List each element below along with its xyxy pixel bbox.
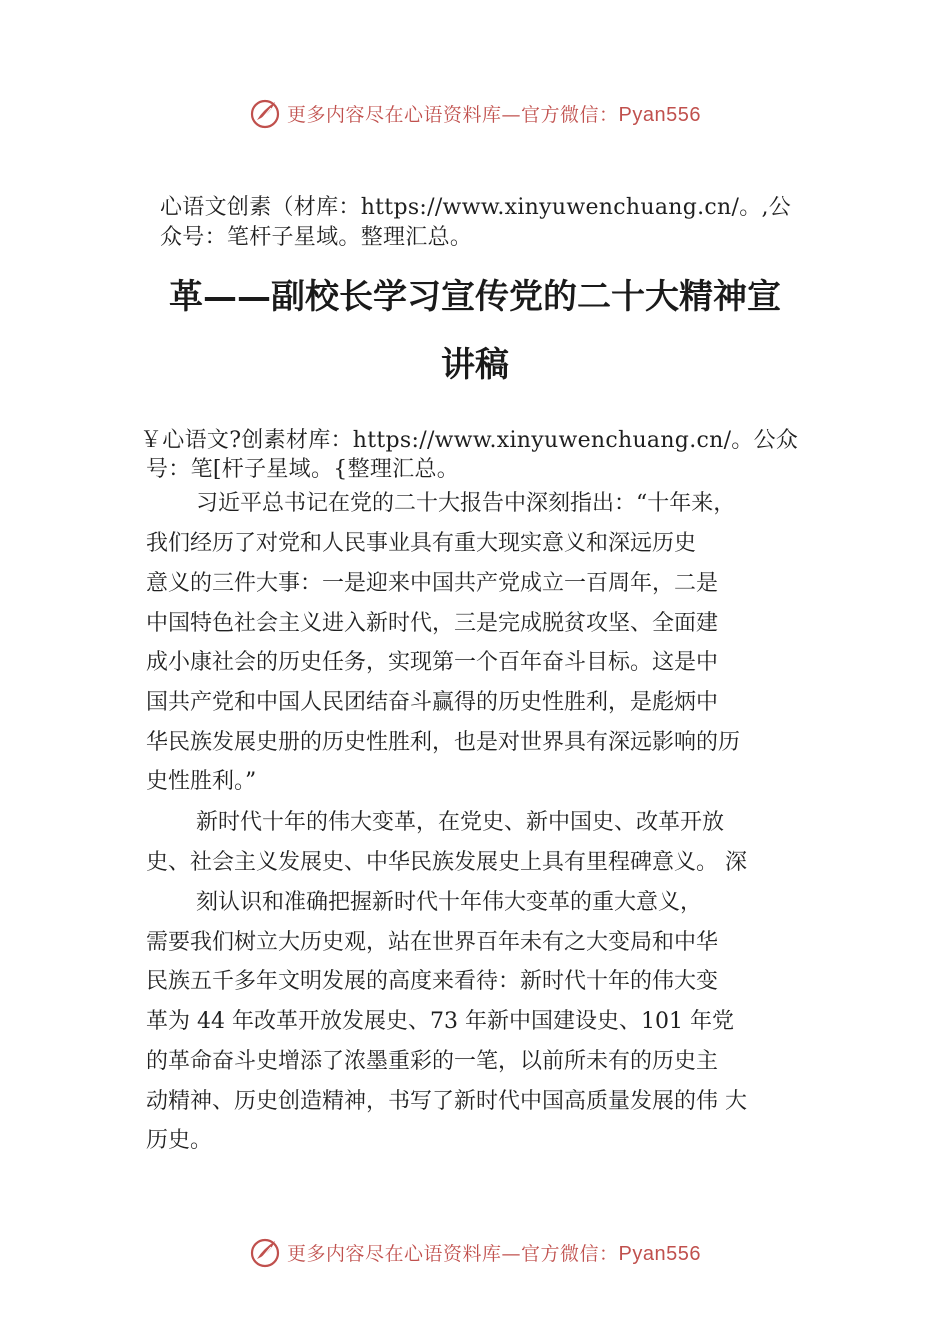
watermark-bottom [0, 1232, 950, 1272]
quill-logo-icon [249, 1235, 283, 1269]
body-line: 国共产党和中国人民团结奋斗赢得的历史性胜利，是彪炳中 [146, 690, 719, 715]
body-line: 史性胜利。” [146, 769, 257, 794]
watermark-text: 更多内容尽在心语资料库—官方微信： [287, 103, 619, 126]
watermark-id: Pyan556 [618, 103, 701, 126]
source-note-line-2: 号：笔[杆子星域。{整理汇总。 [146, 457, 460, 482]
body-line: 华民族发展史册的历史性胜利，也是对世界具有深远影响的历 [146, 730, 741, 755]
body-line: 我们经历了对党和人民事业具有重大现实意义和深远历史 [146, 531, 697, 556]
watermark-id: Pyan556 [618, 1242, 701, 1265]
body-line: 史、社会主义发展史、中华民族发展史上具有里程碑意义。 深 [146, 850, 747, 875]
body-line: 意义的三件大事：一是迎来中国共产党成立一百周年，二是 [146, 571, 719, 596]
body-line: 革为 44 年改革开放发展史、73 年新中国建设史、101 年党 [146, 1009, 734, 1034]
body-line: 习近平总书记在党的二十大报告中深刻指出：“十年来， [196, 491, 736, 516]
watermark-text: 更多内容尽在心语资料库—官方微信： [287, 1242, 619, 1265]
body-line: 刻认识和准确把握新时代十年伟大变革的重大意义， [196, 890, 703, 915]
body-line: 成小康社会的历史任务，实现第一个百年奋斗目标。这是中 [146, 650, 719, 675]
header-note-line-1: 心语文创素（材库：https://www.xinyuwenchuang.cn/。,公 [160, 195, 792, 220]
body-line: 中国特色社会主义进入新时代，三是完成脱贫攻坚、全面建 [146, 611, 719, 636]
body-line: 动精神、历史创造精神，书写了新时代中国高质量发展的伟 大 [146, 1089, 747, 1114]
header-note-line-2: 众号：笔杆子星域。整理汇总。 [160, 225, 473, 250]
page-title-line-1: 革——副校长学习宣传党的二十大精神宣 [169, 277, 781, 317]
body-line: 历史。 [146, 1128, 213, 1153]
quill-logo-icon [249, 96, 283, 130]
source-note-line-1: ￥心语文?创素材库：https://www.xinyuwenchuang.cn/。公众 [140, 428, 799, 453]
body-line: 民族五千多年文明发展的高度来看待：新时代十年的伟大变 [146, 969, 719, 994]
body-line: 的革命奋斗史增添了浓墨重彩的一笔，以前所未有的历史主 [146, 1049, 719, 1074]
page-title-line-2: 讲稿 [441, 345, 509, 385]
watermark-top [0, 93, 950, 133]
body-line: 需要我们树立大历史观，站在世界百年未有之大变局和中华 [146, 930, 719, 955]
body-line: 新时代十年的伟大变革，在党史、新中国史、改革开放 [196, 810, 725, 835]
